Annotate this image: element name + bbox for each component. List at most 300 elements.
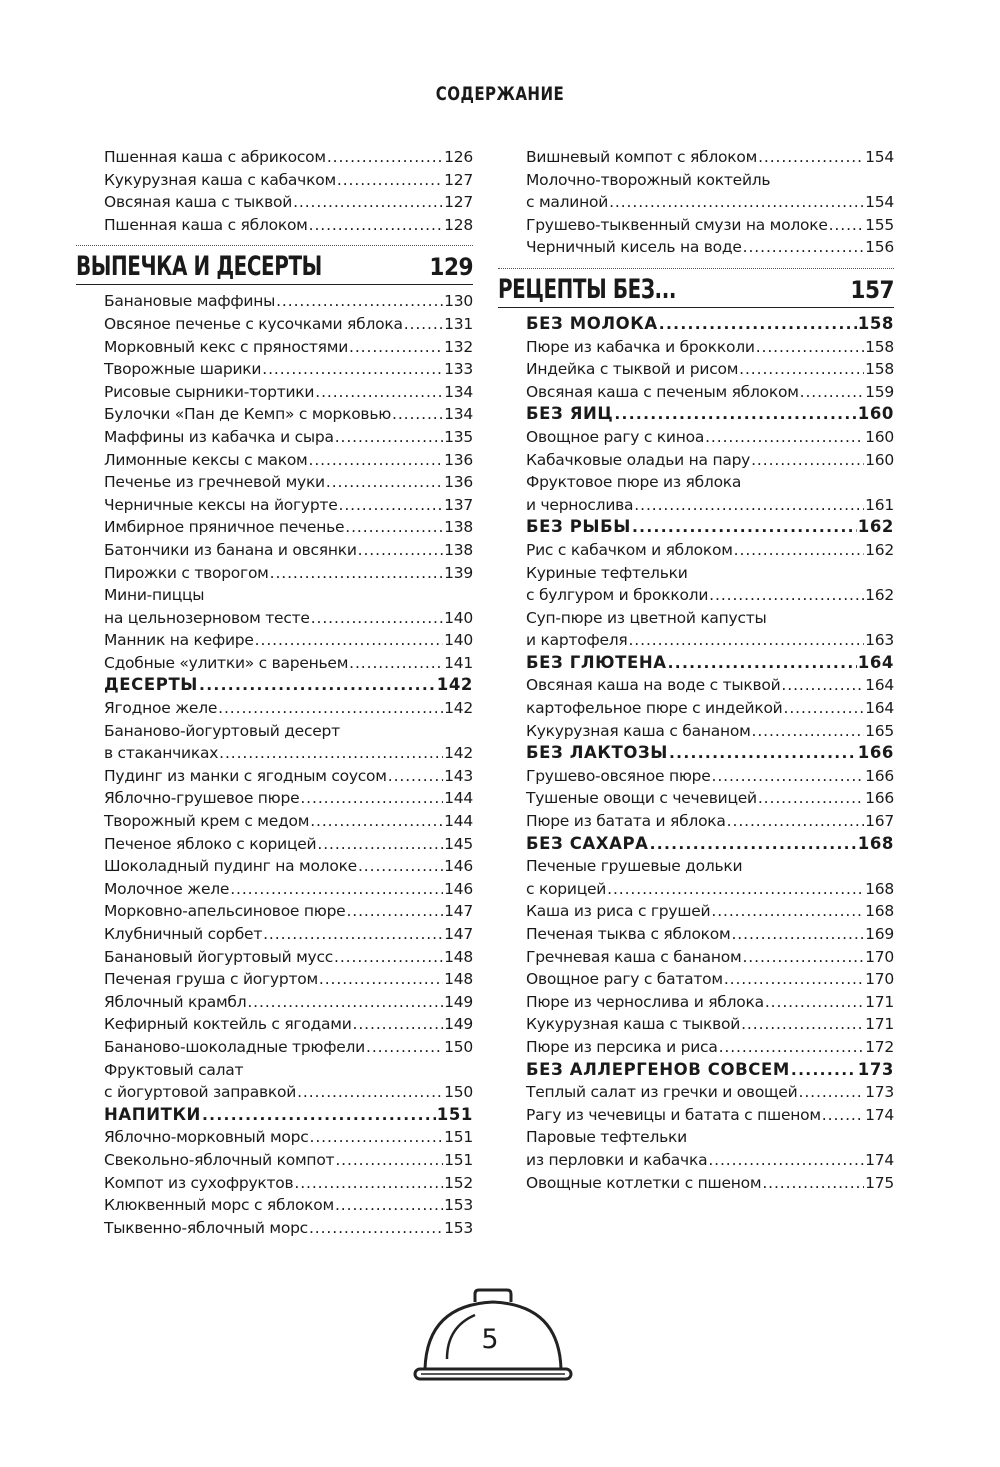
subsection-title: БЕЗ РЫБЫ — [526, 517, 631, 537]
entry-title: Мини-пиццы — [104, 586, 205, 605]
page-ref: 136 — [444, 450, 473, 469]
page-ref: 126 — [444, 148, 473, 166]
entry-title: Печеное яблоко с корицей — [104, 834, 317, 853]
dot-leader — [309, 449, 444, 472]
toc-entry[interactable] — [104, 1036, 473, 1059]
page-ref: 170 — [865, 970, 894, 989]
page-ref: 164 — [865, 699, 894, 718]
page-ref: 133 — [444, 360, 473, 379]
page-ref: 164 — [857, 652, 894, 672]
toc-entry[interactable] — [104, 765, 473, 788]
entry-title: Сдобные «улитки» с вареньем — [104, 653, 349, 672]
toc-entry[interactable] — [104, 471, 473, 494]
page-ref: 130 — [444, 292, 473, 311]
subsection-title: БЕЗ ГЛЮТЕНА — [526, 652, 667, 672]
dot-leader — [218, 697, 443, 720]
toc-entry[interactable] — [104, 1194, 473, 1217]
page-ref: 162 — [865, 540, 894, 559]
toc-entry[interactable] — [104, 833, 473, 856]
toc-entry[interactable] — [104, 787, 473, 810]
toc-entry[interactable] — [104, 191, 473, 214]
toc-entry[interactable] — [526, 1172, 894, 1195]
page-ref: 134 — [444, 382, 473, 401]
entry-title: картофельное пюре с индейкой — [526, 699, 783, 718]
toc-subsection[interactable] — [104, 1104, 473, 1127]
dot-leader — [668, 652, 857, 675]
toc-entry[interactable] — [104, 214, 473, 237]
entry-title: Молочно-творожный коктейль — [526, 170, 771, 189]
toc-entry[interactable] — [526, 900, 894, 923]
entry-title: Печеная тыква с яблоком — [526, 925, 731, 943]
toc-entry[interactable] — [526, 968, 894, 991]
toc-entry[interactable] — [104, 169, 473, 192]
entry-title: из перловки и кабачка — [526, 1150, 708, 1169]
entry-title: Овсяная каша с печеным яблоком — [526, 382, 799, 401]
toc-entry-line[interactable] — [104, 1059, 473, 1082]
dot-leader — [392, 403, 443, 426]
dot-leader — [309, 214, 444, 237]
subsection-title: НАПИТКИ — [104, 1104, 201, 1124]
dot-leader — [751, 449, 864, 472]
dot-leader — [609, 191, 864, 214]
page-ref: 150 — [444, 1037, 473, 1056]
toc-entry[interactable] — [526, 426, 894, 449]
dot-leader — [310, 810, 443, 833]
toc-entry[interactable] — [104, 516, 473, 539]
entry-title: и картофеля — [526, 631, 628, 650]
dot-leader — [791, 1059, 857, 1082]
toc-entry[interactable] — [526, 765, 894, 788]
toc-entry[interactable] — [104, 146, 473, 169]
toc-entry[interactable] — [104, 878, 473, 901]
dot-leader — [731, 923, 864, 946]
dot-leader — [711, 900, 864, 923]
page-ref: 146 — [444, 879, 473, 898]
left-column — [76, 146, 473, 1239]
entry-title: Куриные тефтельки — [526, 563, 688, 582]
entry-title: Тушеные овощи с чечевицей — [526, 789, 757, 808]
toc-entry[interactable] — [526, 146, 894, 169]
toc-entry-line[interactable] — [526, 471, 894, 494]
dot-leader — [270, 562, 444, 585]
entry-title: Пирожки с творогом — [104, 563, 269, 582]
toc-subsection[interactable] — [526, 313, 894, 336]
toc-entry[interactable] — [104, 629, 473, 652]
page-ref: 149 — [444, 1015, 473, 1034]
entry-title: Кукурузная каша с тыквой — [526, 1015, 741, 1034]
toc-entry-line[interactable] — [526, 1126, 894, 1149]
toc-entry[interactable] — [104, 1217, 473, 1240]
page-title: СОДЕРЖАНИЕ — [435, 83, 565, 105]
entry-title: Суп-пюре из цветной капусты — [526, 608, 767, 627]
toc-entry[interactable] — [526, 336, 894, 359]
toc-entry[interactable] — [526, 381, 894, 404]
entry-title: Батончики из банана и овсянки — [104, 540, 357, 559]
toc-entry[interactable] — [104, 403, 473, 426]
toc-entry[interactable] — [104, 697, 473, 720]
toc-entry[interactable] — [526, 1149, 894, 1172]
page-ref: 168 — [865, 879, 894, 898]
entry-title: Кабачковые оладьи на пару — [526, 450, 751, 469]
dot-leader — [297, 1081, 443, 1104]
dot-leader — [628, 629, 864, 652]
entry-title: Маффины из кабачка и сыра — [104, 427, 334, 446]
dot-leader — [337, 169, 443, 192]
page-ref: 146 — [444, 857, 473, 876]
toc-entry[interactable] — [104, 810, 473, 833]
entry-title: Пюре из кабачка и брокколи — [526, 337, 755, 356]
page-ref: 148 — [444, 970, 473, 989]
toc-entry[interactable] — [104, 1172, 473, 1195]
toc-entry[interactable] — [526, 787, 894, 810]
page-ref: 158 — [865, 360, 894, 379]
page-ref: 135 — [444, 427, 473, 446]
entry-title: Овощные котлетки с пшеном — [526, 1173, 762, 1192]
dot-leader — [734, 539, 864, 562]
entry-title: Яблочный крамбл — [104, 992, 247, 1011]
dot-leader — [319, 968, 443, 991]
subsection-title: БЕЗ ЯИЦ — [526, 404, 614, 424]
toc-entry[interactable] — [526, 923, 894, 946]
page-ref: 132 — [444, 337, 473, 356]
toc-entry-line[interactable] — [104, 584, 473, 607]
page-ref: 159 — [865, 382, 894, 401]
dot-leader — [404, 313, 443, 336]
toc-subsection[interactable] — [526, 652, 894, 675]
entry-title: Вишневый компот с яблоком — [526, 148, 758, 166]
dot-leader — [317, 833, 443, 856]
toc-subsection[interactable] — [526, 403, 894, 426]
entry-title: Рагу из чечевицы и батата с пшеном — [526, 1105, 821, 1124]
entry-title: Овощное рагу с киноа — [526, 427, 705, 446]
entry-title: Овсяная каша на воде с тыквой — [526, 676, 781, 695]
entry-title: Пюре из персика и риса — [526, 1037, 718, 1056]
page-ref: 151 — [436, 1104, 473, 1124]
entry-title: Банановый йогуртовый мусс — [104, 947, 334, 966]
page-number: 5 — [481, 1324, 499, 1355]
dot-leader — [353, 1013, 444, 1036]
page-ref: 168 — [857, 833, 894, 853]
section-title: РЕЦЕПТЫ БЕЗ... — [498, 273, 677, 305]
dot-leader — [632, 516, 857, 539]
toc-entry[interactable] — [104, 449, 473, 472]
toc-entry[interactable] — [526, 1013, 894, 1036]
toc-entry[interactable] — [104, 1126, 473, 1149]
page-ref: 151 — [444, 1150, 473, 1169]
entry-title: с булгуром и брокколи — [526, 586, 709, 605]
dot-leader — [739, 358, 864, 381]
entry-title: Бананово-шоколадные трюфели — [104, 1037, 365, 1056]
toc-entry[interactable] — [526, 236, 894, 259]
toc-entry[interactable] — [526, 584, 894, 607]
page-ref: 156 — [865, 238, 894, 257]
toc-entry[interactable] — [104, 381, 473, 404]
toc-entry[interactable] — [104, 991, 473, 1014]
entry-title: Банановые маффины — [104, 292, 276, 311]
toc-entry[interactable] — [104, 494, 473, 517]
toc-entry[interactable] — [526, 697, 894, 720]
page-ref: 161 — [865, 495, 894, 514]
toc-entry[interactable] — [104, 923, 473, 946]
subsection-title: БЕЗ ЛАКТОЗЫ — [526, 743, 668, 763]
entry-title: Печеные грушевые дольки — [526, 857, 743, 876]
toc-entry[interactable] — [526, 1036, 894, 1059]
entry-title: Черничный кисель на воде — [526, 238, 742, 257]
entry-title: Творожный крем с медом — [104, 812, 310, 831]
entry-title: Пудинг из манки с ягодным соусом — [104, 766, 387, 785]
dot-leader — [263, 923, 443, 946]
entry-title: Тыквенно-яблочный морс — [104, 1218, 308, 1237]
dot-leader — [822, 1104, 864, 1127]
toc-subsection[interactable] — [526, 1059, 894, 1082]
page-ref: 158 — [865, 337, 894, 356]
dot-leader — [758, 787, 864, 810]
toc-entry[interactable] — [526, 674, 894, 697]
dot-leader — [758, 146, 864, 169]
page-ref: 160 — [865, 427, 894, 446]
toc-entry-line[interactable] — [526, 607, 894, 630]
dot-leader — [756, 336, 864, 359]
dot-leader — [335, 426, 443, 449]
entry-title: Кефирный коктейль с ягодами — [104, 1015, 352, 1034]
entry-title: Яблочно-грушевое пюре — [104, 789, 300, 808]
page-ref: 144 — [444, 812, 473, 831]
toc-entry[interactable] — [526, 991, 894, 1014]
entry-title: Паровые тефтельки — [526, 1128, 687, 1147]
page-ref: 153 — [444, 1196, 473, 1215]
page-ref: 147 — [444, 902, 473, 921]
entry-title: Кукурузная каша с бананом — [526, 721, 751, 740]
toc-entry[interactable] — [104, 313, 473, 336]
dot-leader — [752, 720, 865, 743]
toc-entry[interactable] — [104, 652, 473, 675]
toc-entry[interactable] — [104, 358, 473, 381]
page-ref: 152 — [444, 1173, 473, 1192]
toc-entry[interactable] — [526, 358, 894, 381]
entry-title: Гречневая каша с бананом — [526, 947, 742, 966]
entry-title: Компот из сухофруктов — [104, 1173, 294, 1192]
toc-subsection[interactable] — [526, 742, 894, 765]
page-ref: 134 — [444, 405, 473, 424]
entry-title: Рис с кабачком и яблоком — [526, 540, 733, 559]
dot-leader — [334, 946, 443, 969]
entry-title: Рисовые сырники-тортики — [104, 382, 315, 401]
entry-title: Теплый салат из гречки и овощей — [526, 1083, 798, 1102]
entry-title: Пюре из чернослива и яблока — [526, 992, 764, 1011]
page-ref: 171 — [865, 1015, 894, 1034]
page-ref: 154 — [865, 148, 894, 166]
dot-leader — [708, 1149, 864, 1172]
toc-entry[interactable] — [526, 1081, 894, 1104]
toc-entry[interactable] — [526, 1104, 894, 1127]
dot-leader — [327, 146, 443, 169]
page-ref: 150 — [444, 1083, 473, 1102]
toc-entry[interactable] — [526, 539, 894, 562]
entry-title: Морковный кекс с пряностями — [104, 337, 349, 356]
dot-leader — [765, 991, 864, 1014]
dot-leader — [712, 765, 865, 788]
page-ref: 128 — [444, 215, 473, 234]
page-ref: 141 — [444, 653, 473, 672]
toc-entry[interactable] — [104, 968, 473, 991]
toc-entry[interactable] — [104, 539, 473, 562]
dot-leader — [724, 968, 864, 991]
toc-subsection[interactable] — [526, 516, 894, 539]
dot-leader — [366, 1036, 443, 1059]
entry-title: Свекольно-яблочный компот — [104, 1150, 335, 1169]
dot-leader — [607, 878, 864, 901]
dot-leader — [255, 629, 443, 652]
entry-title: в стаканчиках — [104, 744, 219, 763]
dot-leader — [614, 403, 856, 426]
page-ref: 139 — [444, 563, 473, 582]
entry-title: Пшенная каша с абрикосом — [104, 148, 326, 166]
dot-leader — [345, 516, 443, 539]
dot-leader — [705, 426, 864, 449]
entry-title: Лимонные кексы с маком — [104, 450, 308, 469]
dot-leader — [309, 1217, 443, 1240]
page-ref: 144 — [444, 789, 473, 808]
page-ref: 127 — [444, 193, 473, 212]
toc-entry-line[interactable] — [526, 562, 894, 585]
toc-entry[interactable] — [104, 1013, 473, 1036]
dot-leader — [311, 607, 443, 630]
dot-leader — [276, 290, 443, 313]
toc-entry[interactable] — [526, 191, 894, 214]
section-page: 129 — [429, 253, 473, 282]
toc-entry[interactable] — [526, 449, 894, 472]
dot-leader — [727, 810, 864, 833]
toc-entry[interactable] — [526, 878, 894, 901]
page-ref: 166 — [865, 766, 894, 785]
entry-title: Овощное рагу с бататом — [526, 970, 723, 989]
toc-entry[interactable] — [526, 214, 894, 237]
entry-title: Фруктовый салат — [104, 1060, 244, 1079]
toc-subsection[interactable] — [104, 674, 473, 697]
page-ref: 167 — [865, 812, 894, 831]
entry-title: Фруктовое пюре из яблока — [526, 473, 742, 492]
entry-title: с йогуртовой заправкой — [104, 1083, 297, 1102]
entry-title: Ягодное желе — [104, 699, 218, 718]
toc-entry[interactable] — [104, 855, 473, 878]
subsection-title: БЕЗ МОЛОКА — [526, 313, 658, 333]
dot-leader — [829, 214, 865, 237]
toc-entry-line[interactable] — [104, 720, 473, 743]
entry-title: с корицей — [526, 879, 607, 898]
dot-leader — [784, 697, 865, 720]
toc-entry[interactable] — [104, 562, 473, 585]
page-ref: 166 — [857, 743, 894, 763]
toc-entry[interactable] — [526, 629, 894, 652]
entry-title: Кукурузная каша с кабачком — [104, 170, 336, 189]
toc-entry[interactable] — [526, 720, 894, 743]
toc-section-header[interactable] — [76, 245, 473, 285]
toc-entry[interactable] — [104, 426, 473, 449]
page-ref: 175 — [865, 1173, 894, 1192]
entry-title: Пюре из батата и яблока — [526, 812, 726, 831]
page-ref: 165 — [865, 721, 894, 740]
entry-title: Творожные шарики — [104, 360, 262, 379]
page-ref: 151 — [444, 1128, 473, 1147]
page-ref: 155 — [865, 215, 894, 234]
page-ref: 154 — [865, 193, 894, 212]
entry-title: Овсяное печенье с кусочками яблока — [104, 314, 403, 333]
entry-title: на цельнозерновом тесте — [104, 608, 310, 627]
toc-entry[interactable] — [104, 1081, 473, 1104]
dot-leader — [247, 991, 443, 1014]
toc-subsection[interactable] — [526, 833, 894, 856]
section-page: 157 — [850, 275, 894, 304]
page-ref: 158 — [857, 313, 894, 333]
entry-title: Каша из риса с грушей — [526, 902, 711, 921]
page-ref: 160 — [857, 404, 894, 424]
page-ref: 143 — [444, 766, 473, 785]
dot-leader — [310, 1126, 444, 1149]
page-ref: 172 — [865, 1037, 894, 1056]
dot-leader — [388, 765, 443, 788]
dot-leader — [339, 494, 444, 517]
toc-entry[interactable] — [104, 290, 473, 313]
page-ref: 173 — [865, 1083, 894, 1102]
page-ref: 127 — [444, 170, 473, 189]
entry-title: Грушево-тыквенный смузи на молоке — [526, 215, 828, 234]
page-ref: 147 — [444, 925, 473, 943]
page-ref: 153 — [444, 1218, 473, 1237]
page-ref: 148 — [444, 947, 473, 966]
subsection-title: ДЕСЕРТЫ — [104, 675, 198, 695]
dot-leader — [326, 471, 443, 494]
toc-entry[interactable] — [104, 607, 473, 630]
toc-entry[interactable] — [526, 946, 894, 969]
dot-leader — [349, 336, 443, 359]
dot-leader — [300, 787, 443, 810]
dot-leader — [202, 1104, 436, 1127]
toc-section-header[interactable] — [498, 268, 894, 308]
toc-entry-line[interactable] — [526, 855, 894, 878]
entry-title: Морковно-апельсиновое пюре — [104, 902, 346, 921]
entry-title: с малиной — [526, 193, 609, 212]
entry-title: Клубничный сорбет — [104, 925, 263, 943]
toc-entry[interactable] — [104, 946, 473, 969]
entry-title: Пшенная каша с яблоком — [104, 215, 308, 234]
toc-entry[interactable] — [526, 494, 894, 517]
dot-leader — [230, 878, 443, 901]
toc-entry[interactable] — [104, 742, 473, 765]
toc-entry[interactable] — [104, 1149, 473, 1172]
dot-leader — [762, 1172, 864, 1195]
page-ref: 131 — [444, 314, 473, 333]
page-ref: 162 — [857, 517, 894, 537]
entry-title: Индейка с тыквой и рисом — [526, 360, 739, 379]
entry-title: Грушево-овсяное пюре — [526, 766, 711, 785]
entry-title: Булочки «Пан де Кемп» с морковью — [104, 405, 391, 424]
toc-entry[interactable] — [526, 810, 894, 833]
toc-entry-line[interactable] — [526, 169, 894, 192]
subsection-title: БЕЗ САХАРА — [526, 833, 649, 853]
right-column — [498, 146, 894, 1194]
dot-leader — [346, 900, 443, 923]
page-ref: 162 — [865, 586, 894, 605]
dot-leader — [719, 1036, 865, 1059]
page-ref: 136 — [444, 473, 473, 492]
dot-leader — [650, 833, 857, 856]
toc-entry[interactable] — [104, 900, 473, 923]
page-ref: 168 — [865, 902, 894, 921]
dot-leader — [743, 236, 865, 259]
dot-leader — [742, 946, 864, 969]
dot-leader — [634, 494, 864, 517]
toc-entry[interactable] — [104, 336, 473, 359]
